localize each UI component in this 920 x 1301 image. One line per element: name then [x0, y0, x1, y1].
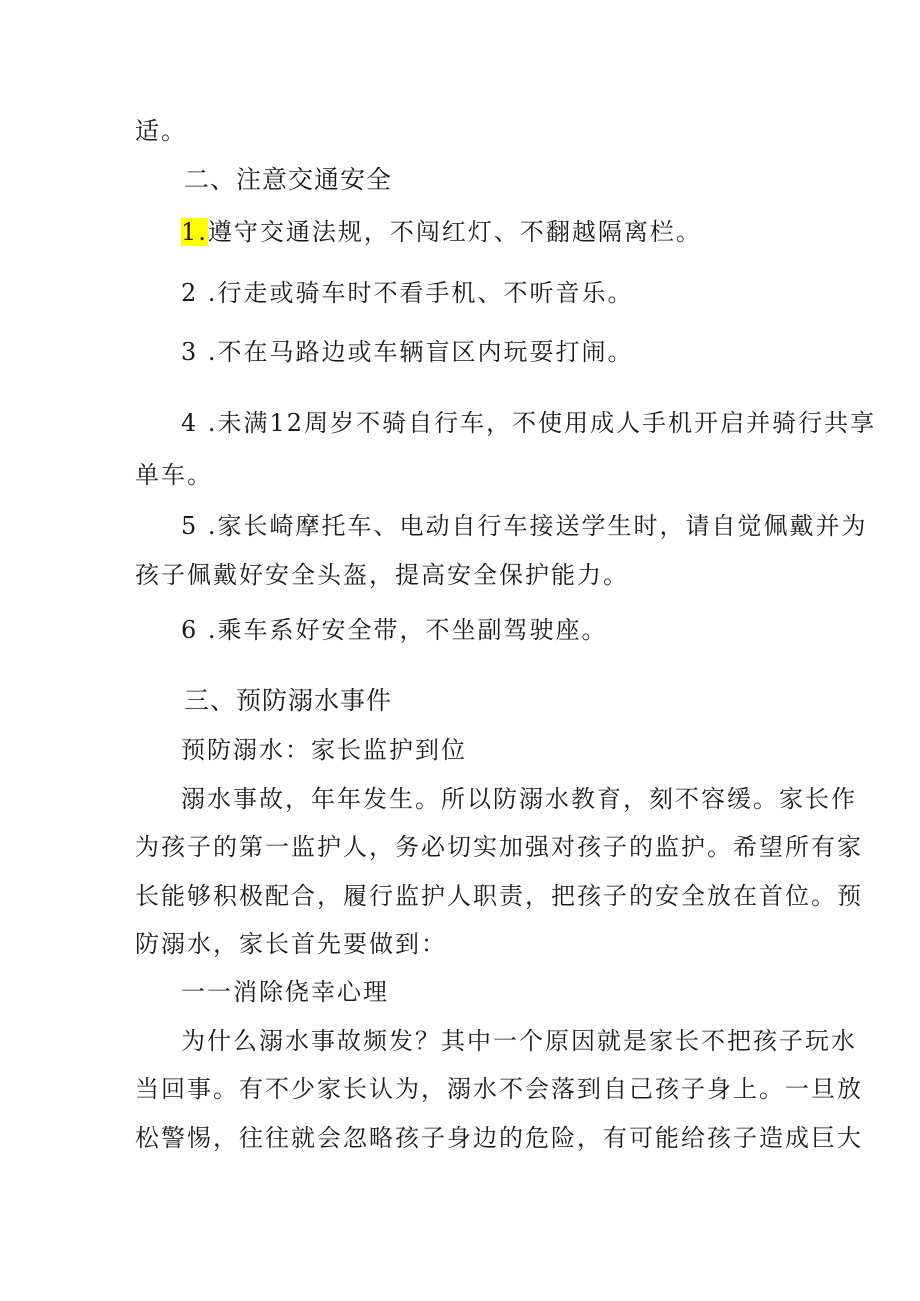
- paragraph-1-line-3: 长能够积极配合，履行监护人职责，把孩子的安全放在首位。预: [135, 882, 863, 910]
- traffic-item-4-line-1: 4 .未满12周岁不骑自行车，不使用成人手机开启并骑行共享: [181, 409, 877, 437]
- item-number-highlight: 1.: [181, 218, 208, 246]
- traffic-item-5-line-1: 5 .家长崎摩托车、电动自行车接送学生时，请自觉佩戴并为: [181, 512, 868, 540]
- paragraph-1-line-1: 溺水事故，年年发生。所以防溺水教育，刻不容缓。家长作: [181, 785, 857, 813]
- paragraph-2-line-3: 松警惕，往往就会忽略孩子身边的危险，有可能给孩子造成巨大: [135, 1124, 863, 1152]
- paragraph-1-line-4: 防溺水，家长首先要做到：: [135, 930, 447, 958]
- continued-line: 适。: [135, 117, 187, 145]
- paragraph-2-line-1: 为什么溺水事故频发？其中一个原因就是家长不把孩子玩水: [181, 1027, 857, 1055]
- drowning-subheading-2: 一一消除侥幸心理: [181, 978, 389, 1006]
- traffic-item-6: 6 .乘车系好安全带，不坐副驾驶座。: [181, 616, 608, 644]
- drowning-subheading: 预防溺水：家长监护到位: [181, 736, 467, 764]
- traffic-item-4-line-2: 单车。: [135, 461, 213, 489]
- traffic-item-3: 3 .不在马路边或车辆盲区内玩耍打闹。: [181, 338, 634, 366]
- traffic-item-1: [181, 215, 702, 249]
- paragraph-2-line-2: 当回事。有不少家长认为，溺水不会落到自己孩子身上。一旦放: [135, 1075, 863, 1103]
- section-heading-traffic: 二、注意交通安全: [184, 165, 393, 194]
- section-heading-drowning: 三、预防溺水事件: [184, 686, 393, 715]
- traffic-item-2: 2 .行走或骑车时不看手机、不听音乐。: [181, 279, 634, 307]
- traffic-item-1-text: 遵守交通法规，不闯红灯、不翻越隔离栏。: [207, 218, 702, 246]
- traffic-item-5-line-2: 孩子佩戴好安全头盔，提高安全保护能力。: [135, 561, 629, 589]
- paragraph-1-line-2: 为孩子的第一监护人，务必切实加强对孩子的监护。希望所有家: [135, 833, 863, 861]
